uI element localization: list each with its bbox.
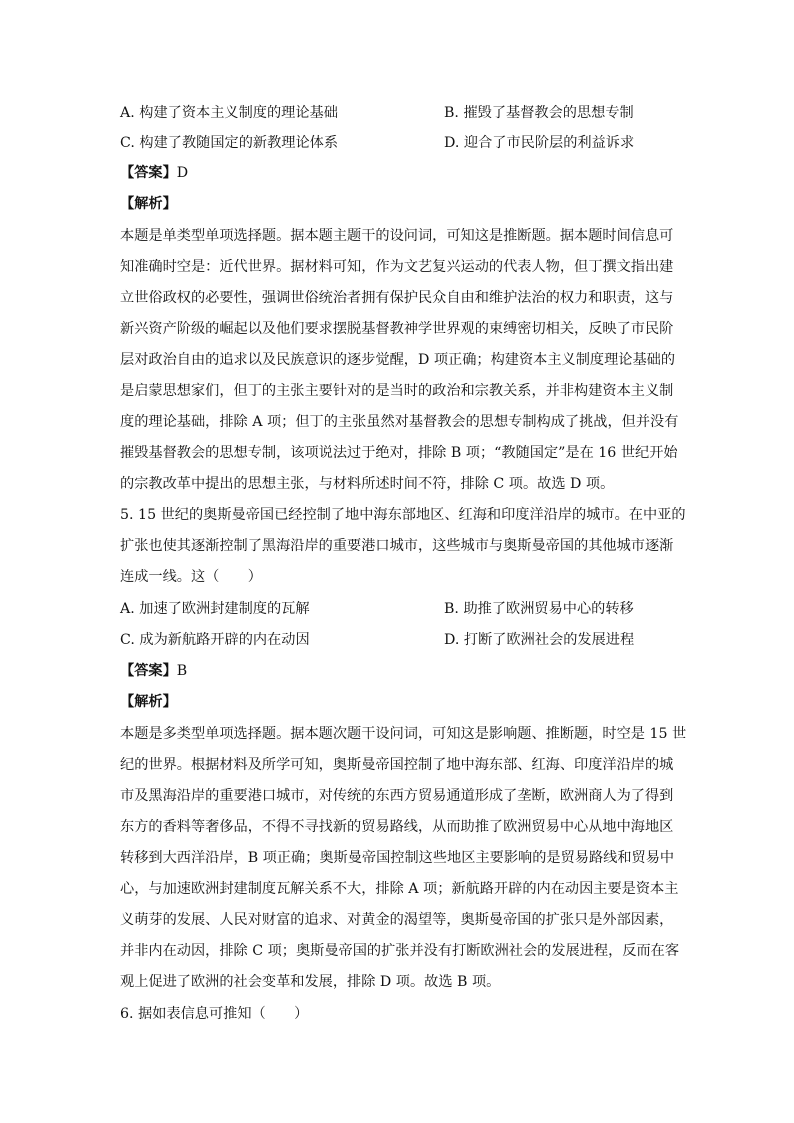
q5-analysis-line: 纪的世界。根据材料及所学可知，奥斯曼帝国控制了地中海东部、红海、印度洋沿岸的城	[120, 757, 674, 773]
q5-option-b[interactable]: B. 助推了欧洲贸易中心的转移	[444, 601, 634, 617]
q4-analysis-line: 的宗教改革中提出的思想主张，与材料所述时间不符，排除 C 项。故选 D 项。	[120, 476, 615, 492]
q4-option-d[interactable]: D. 迎合了市民阶层的利益诉求	[444, 135, 635, 151]
q5-stem-line: 5. 15 世纪的奥斯曼帝国已经控制了地中海东部地区、红海和印度洋沿岸的城市。在中亚的	[120, 507, 686, 523]
q4-analysis-line: 度的理论基础，排除 A 项；但丁的主张虽然对基督教会的思想专制构成了挑战，但并没有	[120, 414, 679, 430]
q4-analysis-heading: 【解析】	[120, 196, 177, 212]
q5-analysis-line: 东方的香料等奢侈品，不得不寻找新的贸易路线，从而助推了欧洲贸易中心从地中海地区	[120, 819, 674, 835]
q4-answer: 【答案】D	[120, 165, 189, 181]
q5-analysis-line: 并非内在动因，排除 C 项；奥斯曼帝国的扩张并没有打断欧洲社会的发展进程，反而在客	[120, 943, 680, 959]
q5-analysis-line: 心，与加速欧洲封建制度瓦解关系不大，排除 A 项；新航路开辟的内在动因主要是资本主	[120, 881, 679, 897]
q4-analysis-line: 知准确时空是：近代世界。据材料可知，作为文艺复兴运动的代表人物，但丁撰文指出建	[120, 259, 674, 275]
q5-option-c[interactable]: C. 成为新航路开辟的内在动因	[120, 632, 310, 648]
q4-options-row-2	[120, 133, 680, 153]
q5-options-row-1	[120, 599, 680, 619]
q4-options-row-1	[120, 103, 680, 123]
q5-analysis-line: 转移到大西洋沿岸，B 项正确；奥斯曼帝国控制这些地区主要影响的是贸易路线和贸易中	[120, 850, 675, 866]
q4-analysis-line: 新兴资产阶级的崛起以及他们要求摆脱基督教神学世界观的束缚密切相关，反映了市民阶	[120, 321, 674, 337]
q4-analysis-line: 层对政治自由的追求以及民族意识的逐步觉醒，D 项正确；构建资本主义制度理论基础的	[120, 352, 676, 368]
q5-analysis-line: 义萌芽的发展、人民对财富的追求、对黄金的渴望等，奥斯曼帝国的扩张只是外部因素，	[120, 912, 674, 928]
q5-options-row-2	[120, 630, 680, 650]
q5-analysis-line: 市及黑海沿岸的重要港口城市，对传统的东西方贸易通道形成了垄断，欧洲商人为了得到	[120, 788, 674, 804]
q4-analysis-line: 是启蒙思想家们，但丁的主张主要针对的是当时的政治和宗教关系，并非构建资本主义制	[120, 383, 674, 399]
q5-answer: 【答案】B	[120, 663, 188, 679]
q5-stem-line: 连成一线。这（ ）	[120, 569, 262, 585]
q5-analysis-heading: 【解析】	[120, 694, 177, 710]
q4-option-a[interactable]: A. 构建了资本主义制度的理论基础	[120, 105, 338, 121]
q6-stem: 6. 据如表信息可推知（ ）	[120, 1006, 309, 1022]
q4-analysis-line: 立世俗政权的必要性，强调世俗统治者拥有保护民众自由和维护法治的权力和职责，这与	[120, 290, 674, 306]
q4-option-c[interactable]: C. 构建了教随国定的新教理论体系	[120, 135, 339, 151]
q5-analysis-line: 观上促进了欧洲的社会变革和发展，排除 D 项。故选 B 项。	[120, 974, 501, 990]
q4-analysis-line: 摧毁基督教会的思想专制，该项说法过于绝对，排除 B 项；“教随国定”是在 16 世纪开始	[120, 445, 678, 461]
q5-analysis-line: 本题是多类型单项选择题。据本题次题干设问词，可知这是影响题、推断题，时空是 15 世	[120, 726, 687, 742]
q5-option-a[interactable]: A. 加速了欧洲封建制度的瓦解	[120, 601, 310, 617]
q5-stem-line: 扩张也使其逐渐控制了黑海沿岸的重要港口城市，这些城市与奥斯曼帝国的其他城市逐渐	[120, 538, 674, 554]
q4-analysis-line: 本题是单类型单项选择题。据本题主题干的设问词，可知这是推断题。据本题时间信息可	[120, 228, 674, 244]
q4-option-b[interactable]: B. 摧毁了基督教会的思想专制	[444, 105, 634, 121]
q5-option-d[interactable]: D. 打断了欧洲社会的发展进程	[444, 632, 635, 648]
